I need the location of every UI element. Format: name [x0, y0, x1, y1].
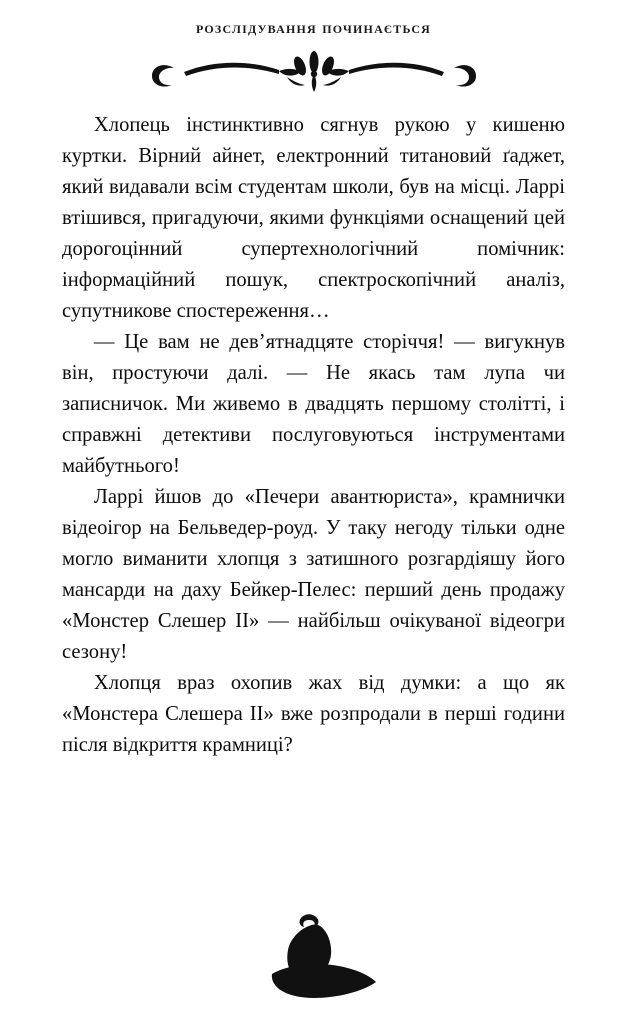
page-footer [0, 908, 627, 1008]
floral-divider-ornament [74, 50, 554, 96]
book-page [0, 18, 627, 1018]
paragraph: Хлопець інстинктивно сягнув рукою у кишеню куртки. Вірний айнет, електронний титановий ґаджет, який видавали всім студентам школи, був на місці. Ларрі втішився, пригадуючи, якими функціями оснащений цей дорогоцінний супертехнологічний помічник: інформаційний пошук, спектроскопічний аналіз, супутникове спостереження… [62, 114, 565, 322]
page-number: 9 [308, 939, 319, 961]
running-head: розслідування починається [195, 18, 432, 37]
paragraph: — Це вам не дев’ятнадцяте сторіччя! — вигукнув він, простуючи далі. — Не якась там лупа чи записничок. Ми живемо в двадцять першому столітті, і справжні детективи послуговуються інструментами майбутнього! [62, 330, 565, 477]
paragraph: Ларрі йшов до «Печери авантюриста», крамнички відеоігор на Бельведер-роуд. У таку негоду тільки одне могло виманити хлопця з затишного розгардіяшу його мансарди на даху Бейкер-Пелес: перший день продажу «Монстер Слешер II» — найбільш очікуваної відеогри сезону! [62, 485, 565, 663]
paragraph: Хлопця враз охопив жах від думки: а що як «Монстера Слешера II» вже розпродали в перші години після відкриття крамниці? [62, 671, 565, 756]
page-body [62, 110, 565, 761]
